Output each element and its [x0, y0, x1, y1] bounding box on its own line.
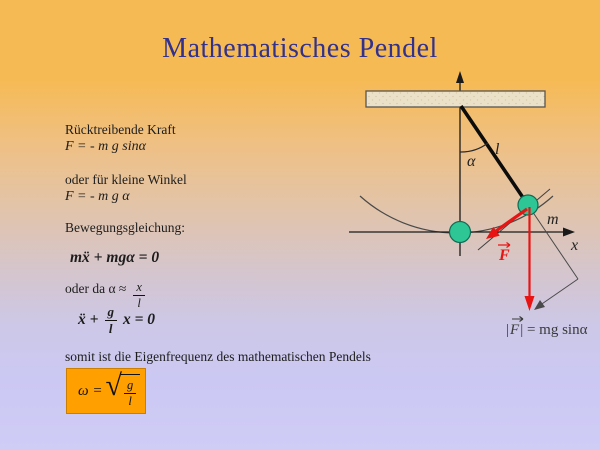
- restoring-force-equation: F = - m g sinα: [65, 139, 146, 154]
- x-axis-label: x: [571, 237, 579, 254]
- fraction-g-over-l: $\frac{g}{l}$: [103, 305, 118, 335]
- mass-label: m: [547, 211, 559, 228]
- small-angle-label: oder für kleine Winkel: [65, 172, 187, 187]
- length-label: l: [495, 141, 500, 158]
- radical-sign: √: [105, 368, 122, 402]
- restoring-force-label: Rücktreibende Kraft: [65, 122, 176, 137]
- small-angle-equation: F = - m g α: [65, 189, 130, 204]
- force-magnitude-equation: |F| = mg sinα: [506, 322, 588, 338]
- component-arrowhead-icon: [534, 300, 545, 310]
- angle-label: α: [467, 153, 476, 170]
- page-title: Mathematisches Pendel: [162, 33, 438, 64]
- fraction-x-over-l: $\frac{x}{l}$: [132, 281, 146, 310]
- restoring-force-arrow: [496, 209, 527, 231]
- pendulum-ball-equilibrium: [450, 222, 471, 243]
- angle-arc: [460, 143, 488, 152]
- force-label: F: [499, 247, 510, 264]
- fraction-g-over-l-sqrt: $\frac{g}{l}$: [123, 379, 137, 408]
- eigenfrequency-label: somit ist die Eigenfrequenz des mathematischen Pendels: [65, 349, 371, 364]
- vertical-axis-arrowhead-icon: [456, 71, 464, 83]
- gravity-arrowhead-icon: [525, 296, 535, 311]
- x-axis-arrowhead-icon: [563, 228, 575, 237]
- normalized-equation-tail: x = 0: [122, 311, 156, 329]
- ceiling-bar: [366, 91, 545, 107]
- motion-equation-label: Bewegungsgleichung:: [65, 220, 185, 235]
- omega-lhs: ω =: [78, 382, 103, 399]
- approximation-prefix: oder da α ≈: [65, 281, 127, 296]
- force-magnitude-vector-arrow-icon: [512, 317, 523, 322]
- motion-equation: mẍ + mgα = 0: [70, 249, 160, 266]
- normalized-equation-lead: ẍ +: [78, 311, 99, 329]
